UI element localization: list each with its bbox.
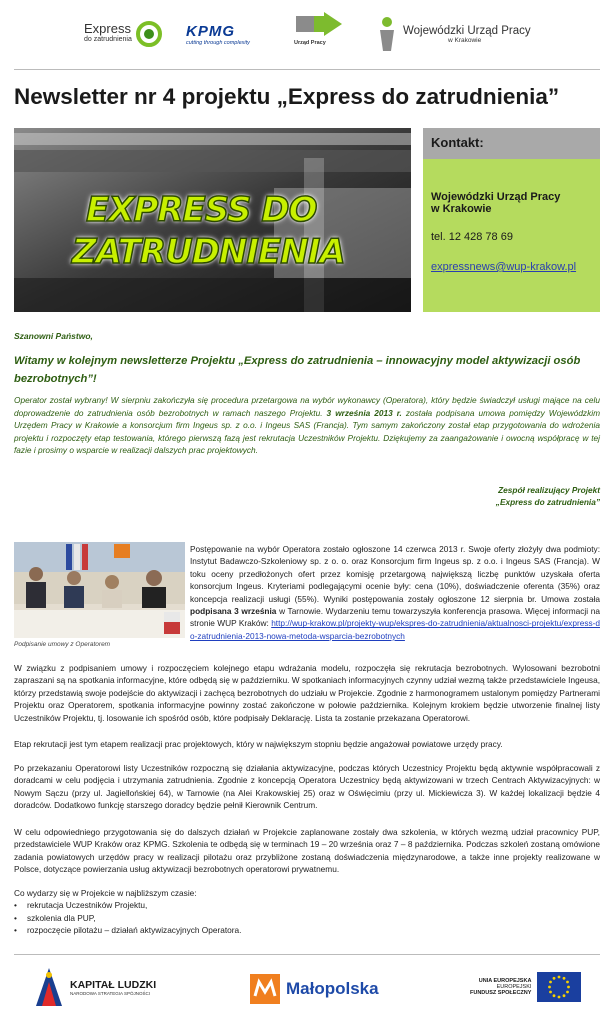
intro-bold-date: 3 września 2013 r. — [326, 407, 402, 418]
kapital-ludzki-title: KAPITAŁ LUDZKI — [70, 978, 157, 991]
welcome-heading: Witamy w kolejnym newsletterze Projektu „Express do zatrudnienia – innowacyjny model aktywizacji osób bezrobotnych”! — [14, 355, 581, 385]
ue-line1: UNIA EUROPEJSKA — [478, 978, 532, 984]
wup-logo-line2: w Krakowie — [448, 36, 482, 44]
malopolska-icon — [250, 974, 280, 1004]
ue-line2: EUROPEJSKI — [496, 984, 532, 990]
salutation: Szanowni Państwo, — [14, 331, 93, 341]
upcoming-intro: Co wydarzy się w Projekcie w najbliższym czasie: — [14, 888, 197, 898]
photo-caption: Podpisanie umowy z Operatorem — [14, 641, 111, 648]
list-item: • szkolenia dla PUP, — [14, 912, 600, 924]
list-item: • rekrutacja Uczestników Projektu, — [14, 899, 600, 911]
upcoming-section — [14, 887, 600, 937]
list-item: • rozpoczęcie pilotażu – działań aktywizacyjnych Operatora. — [14, 924, 600, 936]
express-logo-line1: Express — [84, 21, 131, 36]
wup-logo-line1: Wojewódzki Urząd Pracy — [403, 24, 531, 37]
contact-org-line2: w Krakowie — [431, 203, 492, 215]
intro-part1: Operator został wybrany! W sierpniu zakończyła się procedura przetargowa na wybór wykonawcy (Operatora), który będzie świadczył usługi mające na celu doprowadzenie do zatrudnienia osób bezrobotnych w ramach naszego Projektu. — [14, 395, 600, 418]
signature-line2: „Express do zatrudnienia” — [495, 497, 600, 507]
wup-logo — [376, 12, 531, 56]
page-title: Newsletter nr 4 projektu „Express do zatrudnienia” — [14, 84, 560, 109]
kapital-ludzki-icon — [34, 966, 64, 1008]
signature-line1: Zespół realizujący Projekt — [498, 485, 600, 495]
article-p1-part2: w Tarnowie. Wydarzeniu temu towarzyszyła konferencja prasowa. Więcej informacji na stronie WUP Kraków: — [190, 606, 600, 629]
kpmg-logo — [186, 12, 250, 56]
wup-article-link[interactable]: http://wup-krakow.pl/projekty-wup/ekspres-do-zatrudnienia/aktualnosci-projektu/express-do-zatrudnienia-2013-nowa-metoda-wsparcia-bezrobotnych — [190, 618, 600, 641]
malopolska-logo — [250, 974, 379, 1004]
footer-divider — [14, 954, 600, 955]
signature — [496, 484, 600, 508]
kapital-ludzki-subtitle: NARODOWA STRATEGIA SPÓJNOŚCI — [70, 990, 151, 996]
contact-email-link[interactable]: expressnews@wup-krakow.pl — [431, 261, 577, 273]
arrows-icon — [294, 12, 344, 40]
intro-paragraph — [14, 394, 600, 457]
signing-photo — [14, 542, 185, 638]
kapital-ludzki-logo — [34, 966, 156, 1008]
banner-line1: EXPRESS DO — [86, 190, 317, 230]
banner-image — [14, 128, 411, 312]
article-p1-part1: Postępowanie na wybór Operatora zostało ogłoszone 14 czerwca 2013 r. Swoje oferty złożyły dwa podmioty: Instytut Badawczo-Szkoleniowy sp. z o. o. oraz Konsorcjum firm Ingeus sp. z o.o. i Ingeus SAS (Francja). W toku oceny przedłożonych ofert przez komisję przetargową największą liczbę punktów uzyskała oferta konsorcjum Ingeus. Kryteriami podlegającymi ocenie były: cena (10%), doświadczenie oferenta (35%) oraz koncepcja realizacji usługi (55%). Wyniki postępowania zostały ogłoszone 12 sierpnia br. Umowa została — [190, 544, 600, 604]
urzad-pracy-label: Urząd Pracy — [294, 40, 326, 46]
express-logo — [84, 12, 164, 56]
article-paragraph-1 — [190, 543, 600, 642]
contact-heading: Kontakt: — [423, 128, 600, 159]
ue-line3: FUNDUSZ SPOŁECZNY — [470, 990, 532, 996]
header — [0, 0, 615, 68]
article-paragraph-2: W związku z podpisaniem umowy i rozpoczęciem kolejnego etapu wdrażania modelu, rozpoczęła się rekrutacja bezrobotnych. Wylosowani bezrobotni zapraszani są na spotkania informacyjne, które odbędą się w październiku. W spotkaniach informacyjnych czynny udział wezmą także przedstawiciele Ingeusa, którzy przedstawią swoje podejście do aktywizacji i zachęcą bezrobotnych do udziału w Projekcie. Zgodnie z harmonogramem ustalonym pomiędzy Partnerami Projektu oraz Operatorem, spotkania informacyjne powinny zostać zakończone w połowie października. Kolejnym krokiem będzie utworzenie finalnej listy Uczestników Projektu, tj. losowanie ich spośród osób, które podpisały Deklarację. Lista ta zostanie przekazana Operatorowi. — [14, 663, 600, 723]
upcoming-list — [14, 899, 600, 936]
kpmg-logo-name: KPMG — [186, 22, 235, 40]
contact-org-line1: Wojewódzki Urząd Pracy — [431, 191, 561, 203]
article-paragraph-3: Etap rekrutacji jest tym etapem realizacji prac projektowych, który w największym stopniu będzie angażował powiatowe urzędy pracy. — [14, 739, 503, 749]
footer — [0, 958, 615, 1024]
contact-box — [423, 128, 600, 312]
eu-flag-icon — [537, 972, 581, 1002]
ue-logo — [470, 972, 581, 1002]
intro-part2: została podpisana umowa pomiędzy Wojewódzkim Urzędem Pracy w Krakowie a konsorcjum firm Ingeus sp. z o.o. i Ingeus SAS (Francja). Tym samym zakończony został etap przygotowania do wdrożenia projektu i rozpoczęty etap testowania, którego pierwszą fazą jest rekrutacja Uczestników Projektu. Dziękujemy za zaangażowanie i owocną współpracę w tej fazie i prosimy o wsparcie w realizacji dalszych prac projektowych. — [14, 407, 600, 455]
person-icon — [376, 16, 398, 52]
signing-photo-icon — [14, 542, 185, 638]
urzad-pracy-logo — [294, 12, 344, 56]
banner-line2: ZATRUDNIENIA — [72, 232, 345, 272]
header-divider — [14, 69, 600, 70]
kpmg-logo-tagline: cutting through complexity — [186, 39, 250, 46]
malopolska-text: Małopolska — [286, 979, 379, 998]
article-paragraph-4: Po przekazaniu Operatorowi listy Uczestników rozpoczną się działania aktywizacyjne, podczas których Uczestnicy Projektu będą aktywnie współpracowali z doradcami w celu podjęcia i utrzymania zatrudnienia. Zgodnie z koncepcją Operatora Uczestnicy będą aktywizowani w trzech Centrach Aktywizacyjnych: w Nowym Sączu (przy ul. Jagiellońskiej 64), w Tarnowie (na Alei Krakowskiej 25) oraz w Oświęcimiu (przy ul. Mickiewicza 3). W każdej lokalizacji będzie 4 doradców. Dodatkowo funkcję starszego doradcy będzie pełnił Kierownik Centrum. — [14, 763, 600, 811]
article-p1-bold: podpisana 3 września — [190, 606, 277, 617]
article-paragraph-5: W celu odpowiedniego przygotowania się do dalszych działań w Projekcie zaplanowane zostały dwa szkolenia, w których wezmą udział pracownicy PUP, przedstawiciele WUP Kraków oraz KPMG. Szkolenia te odbędą się w terminach 19 – 20 września oraz 7 – 8 października. Podczas szkoleń zostaną omówione zadania powiatowych urzędów pracy w realizacji pilotażu oraz przybliżone zostaną doświadczenia międzynarodowe, a także inne projekty realizowane w Polsce, dotyczące powierzania usług aktywizacji bezrobotnych operatorowi prywatnemu. — [14, 827, 600, 875]
express-swirl-icon — [134, 17, 164, 51]
contact-phone: tel. 12 428 78 69 — [431, 231, 513, 243]
express-logo-line2: do zatrudnienia — [84, 36, 132, 43]
